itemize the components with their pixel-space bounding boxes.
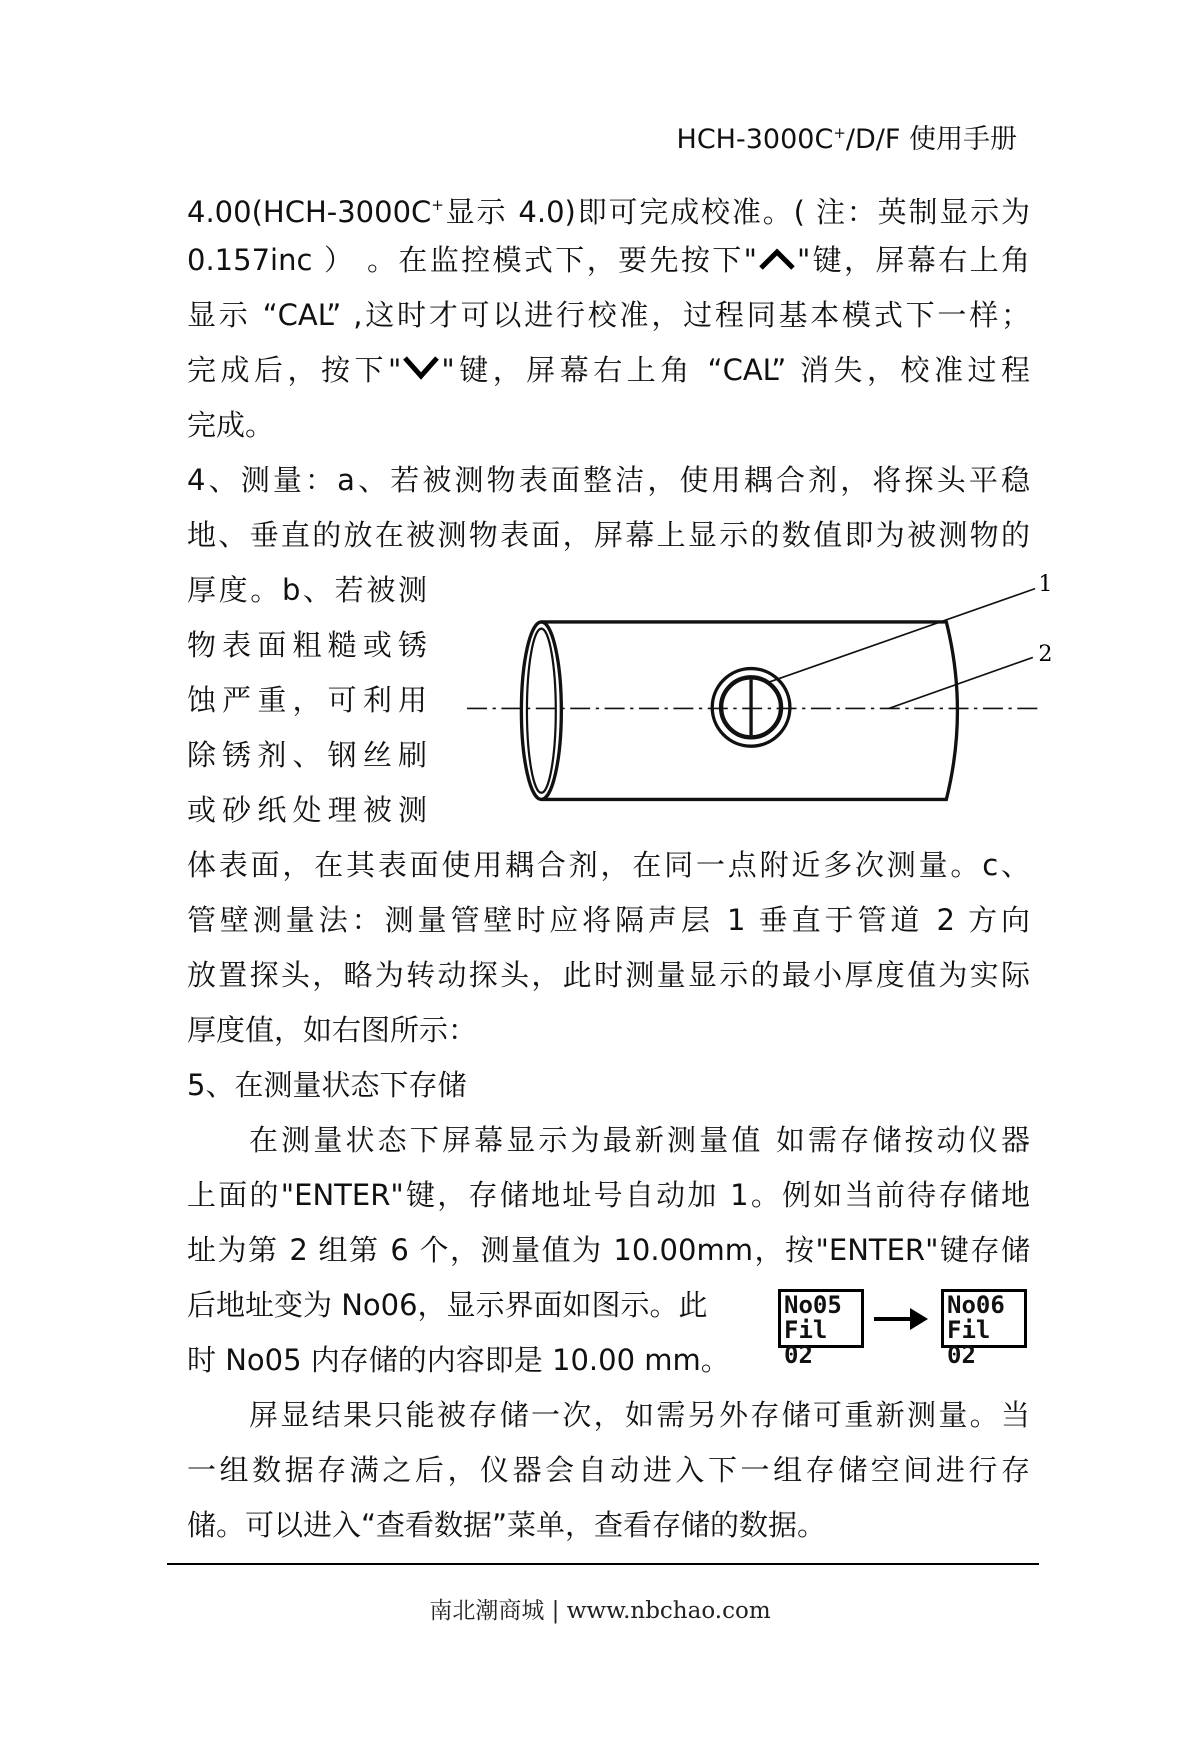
header-title: /D/F 使用手册 bbox=[845, 124, 1017, 155]
display-number: No05 bbox=[784, 1291, 842, 1319]
text-line: 地、垂直的放在被测物表面，屏幕上显示的数值即为被测物的 bbox=[187, 518, 1030, 552]
text-line: 显示 “CAL” ,这时才可以进行校准，过程同基本模式下一样； bbox=[187, 298, 1030, 332]
text-line: 一组数据存满之后，仪器会自动进入下一组存储空间进行存 bbox=[187, 1453, 1030, 1487]
text-line: 储。可以进入“查看数据”菜单，查看存储的数据。 bbox=[187, 1508, 827, 1542]
text-line: 放置探头，略为转动探头，此时测量显示的最小厚度值为实际 bbox=[187, 958, 1030, 992]
text-line: 址为第 2 组第 6 个，测量值为 10.00mm，按"ENTER"键存储 bbox=[187, 1233, 1030, 1267]
text-line: 在测量状态下屏幕显示为最新测量值 如需存储按动仪器 bbox=[249, 1123, 1030, 1157]
text-line: 厚度值，如右图所示： bbox=[187, 1013, 478, 1047]
leader-line-2 bbox=[889, 657, 1033, 708]
text-line bbox=[187, 343, 1030, 398]
label-2: 2 bbox=[1038, 640, 1053, 667]
text-line: 后地址变为 No06，显示界面如图示。此 bbox=[187, 1288, 708, 1322]
pipe-inner-opening bbox=[527, 629, 556, 793]
leader-line-1 bbox=[767, 589, 1036, 683]
text-line: 上面的"ENTER"键，存储地址号自动加 1。例如当前待存储地 bbox=[187, 1178, 1030, 1212]
header-model: HCH-3000C bbox=[676, 124, 834, 155]
text: 完成后，按下" bbox=[187, 353, 402, 387]
text-line: 除锈剂、钢丝刷 bbox=[187, 738, 427, 772]
text: "键，屏幕右上角 “CAL” 消失，校准过程 bbox=[441, 353, 1031, 387]
text: "键，屏幕右上角 bbox=[796, 243, 1030, 277]
display-file: Fil 02 bbox=[784, 1316, 828, 1369]
text: 0.157inc ） 。在监控模式下，要先按下" bbox=[187, 243, 757, 277]
page-footer: 南北潮商城 | www.nbchao.com bbox=[429, 1598, 771, 1624]
text-line: 厚度。b、若被测 bbox=[187, 573, 427, 607]
text-line: 或砂纸处理被测 bbox=[187, 793, 427, 827]
text-line: 完成。 bbox=[187, 408, 275, 442]
display-before bbox=[778, 1289, 864, 1369]
label-1: 1 bbox=[1038, 570, 1053, 597]
text-line bbox=[187, 178, 1030, 233]
superscript: + bbox=[431, 196, 444, 214]
text: 显示 4.0)即可完成校准。( 注：英制显示为 bbox=[443, 195, 1030, 229]
header-sup: + bbox=[833, 124, 846, 142]
footer-divider bbox=[167, 1563, 1039, 1565]
up-chevron-key-icon bbox=[757, 244, 797, 274]
arrow-right-icon bbox=[872, 1306, 932, 1332]
display-after bbox=[941, 1289, 1027, 1369]
text-line: 时 No05 内存储的内容即是 10.00 mm。 bbox=[187, 1343, 730, 1377]
display-file: Fil 02 bbox=[947, 1316, 991, 1369]
text-line: 4、测量：a、若被测物表面整洁，使用耦合剂，将探头平稳 bbox=[187, 463, 1030, 497]
text-line: 蚀严重，可利用 bbox=[187, 683, 427, 717]
section-heading: 5、在测量状态下存储 bbox=[187, 1068, 467, 1102]
down-chevron-key-icon bbox=[401, 354, 441, 384]
pipe-measurement-diagram bbox=[461, 570, 1053, 805]
text-line: 体表面，在其表面使用耦合剂，在同一点附近多次测量。c、 bbox=[187, 848, 1030, 882]
text-line: 物表面粗糙或锈 bbox=[187, 628, 427, 662]
display-number: No06 bbox=[947, 1291, 1005, 1319]
text-line bbox=[187, 233, 1030, 288]
text: 4.00(HCH-3000C bbox=[187, 195, 432, 229]
text-line: 屏显结果只能被存储一次，如需另外存储可重新测量。当 bbox=[249, 1398, 1030, 1432]
text-line: 管壁测量法：测量管壁时应将隔声层 1 垂直于管道 2 方向 bbox=[187, 903, 1030, 937]
page-header bbox=[677, 114, 1017, 159]
